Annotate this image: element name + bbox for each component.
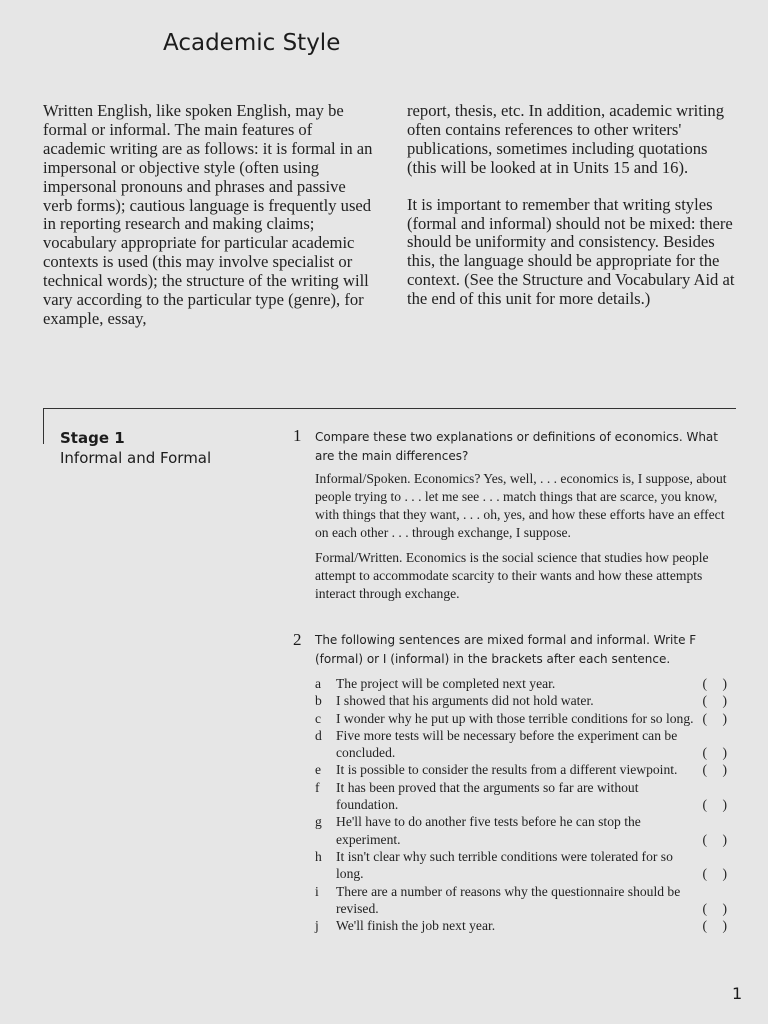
list-item: [315, 813, 735, 848]
answer-bracket[interactable]: ( ): [702, 918, 733, 934]
formal-definition: [315, 549, 735, 603]
sentence-list: [315, 675, 735, 934]
page-number: 1: [732, 984, 743, 1003]
stage-header: [60, 428, 211, 469]
item-letter: f: [315, 779, 320, 795]
answer-bracket[interactable]: ( ): [702, 900, 733, 916]
section-divider: [43, 408, 736, 409]
list-item: [315, 883, 735, 918]
list-item: [315, 710, 735, 727]
answer-bracket[interactable]: ( ): [702, 710, 733, 726]
list-item: [315, 848, 735, 883]
informal-text: Economics? Yes, well, . . . economics is, I suppose, about people trying to . . . let me see . . . match things that are scarce, you know, with things that they want, . . . oh, yes, and how these efforts have an effect on each other . . . through exchange, I suppose.: [315, 471, 727, 540]
item-letter: g: [315, 814, 322, 830]
question-prompt: Compare these two explanations or definitions of economics. What are the main differences?: [315, 430, 718, 463]
item-text: I wonder why he put up with those terrible conditions for so long.: [336, 710, 694, 726]
list-item: [315, 917, 735, 934]
item-text: It has been proved that the arguments so far are without foundation.: [336, 779, 639, 813]
intro-paragraph: report, thesis, etc. In addition, academic writing often contains references to other writers' publications, sometimes including quotations (this will be looked at in Units 15 and 16).: [407, 101, 725, 177]
list-item: [315, 727, 735, 762]
item-letter: b: [315, 693, 322, 709]
item-letter: c: [315, 710, 322, 726]
item-text: He'll have to do another five tests before he can stop the experiment.: [336, 814, 641, 847]
intro-paragraph: It is important to remember that writing styles (formal and informal) should not be mixed: there should be uniformity and consistency. Besides this, the language should be appropriate for the context. (See the Structure and Vocabulary Aid at the end of this unit for more details.): [407, 194, 735, 309]
item-letter: d: [315, 727, 322, 743]
list-item: [315, 692, 735, 709]
item-letter: j: [315, 918, 319, 934]
item-text: We'll finish the job next year.: [336, 918, 496, 934]
question-number: 2: [293, 630, 302, 649]
item-text: It is possible to consider the results from a different viewpoint.: [336, 762, 678, 778]
answer-bracket[interactable]: ( ): [702, 797, 733, 813]
answer-bracket[interactable]: ( ): [702, 762, 733, 778]
item-letter: i: [315, 883, 319, 899]
intro-paragraph: Written English, like spoken English, may be formal or informal. The main features of academic writing are as follows: it is formal in an impersonal or objective style (often using impersonal pronouns and phrases and passive verb forms); cautious language is frequently used in reporting research and making claims; vocabulary appropriate for particular academic contexts is used (this may involve specialist or technical words); the structure of the writing will vary according to the particular type (genre), for example, essay,: [43, 101, 373, 328]
page-title: Academic Style: [163, 30, 341, 56]
item-letter: h: [315, 848, 322, 864]
item-text: Five more tests will be necessary before the experiment can be concluded.: [336, 727, 678, 761]
intro-column-right: [407, 102, 737, 327]
answer-bracket[interactable]: ( ): [702, 866, 733, 882]
definitions: [315, 470, 735, 610]
item-text: I showed that his arguments did not hold water.: [336, 693, 594, 709]
answer-bracket[interactable]: ( ): [702, 676, 733, 691]
formal-text: Economics is the social science that studies how people attempt to accommodate scarcity to their wants and how these attempts interact through exchange.: [315, 550, 709, 601]
item-text: It isn't clear why such terrible conditions were tolerated for so long.: [336, 848, 673, 882]
list-item: [315, 675, 735, 692]
formal-label: Formal/Written.: [315, 550, 403, 565]
item-letter: e: [315, 762, 322, 778]
item-letter: a: [315, 676, 322, 691]
item-text: The project will be completed next year.: [336, 676, 556, 691]
informal-definition: [315, 470, 735, 542]
answer-bracket[interactable]: ( ): [702, 831, 733, 847]
item-text: There are a number of reasons why the questionnaire should be revised.: [336, 883, 681, 916]
intro-column-left: [43, 102, 373, 347]
list-item: [315, 761, 735, 778]
section-divider-corner: [43, 408, 44, 444]
question-number: 1: [293, 426, 302, 445]
stage-subheading: Informal and Formal: [60, 449, 212, 467]
answer-bracket[interactable]: ( ): [702, 745, 733, 761]
answer-bracket[interactable]: ( ): [702, 693, 733, 709]
stage-heading: Stage 1: [60, 429, 125, 447]
list-item: [315, 779, 735, 814]
informal-label: Informal/Spoken.: [315, 471, 411, 486]
question-prompt: The following sentences are mixed formal and informal. Write F (formal) or I (informal) in the brackets after each sentence.: [315, 633, 697, 666]
